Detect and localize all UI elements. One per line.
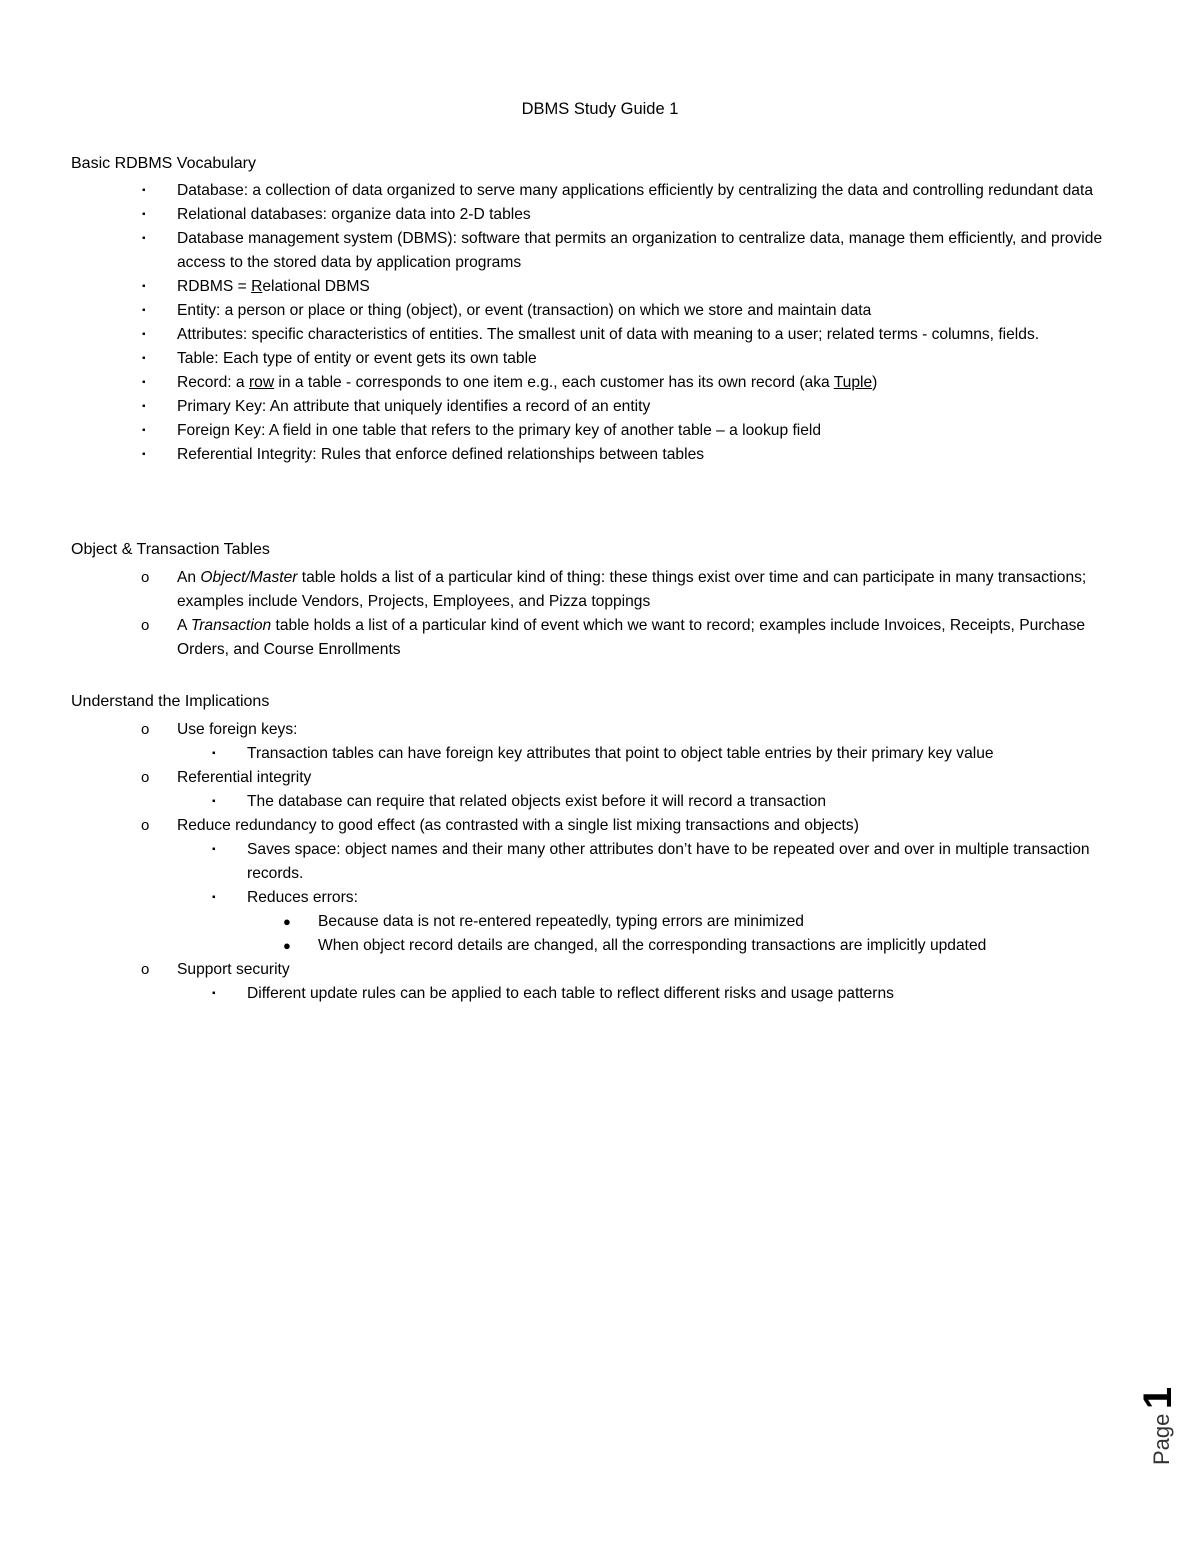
list-item: ▪ Reduces errors: (0, 886, 1200, 910)
square-marker: ▪ (212, 844, 216, 855)
list-item: ▪ Table: Each type of entity or event gets its own table (0, 347, 1200, 371)
bullet-marker: ▪ (142, 353, 146, 364)
list-item: o A Transaction table holds a list of a particular kind of event which we want to record; examples include Invoices, Receipts, Purchase Orders, and Course Enrollments (0, 614, 1200, 662)
list-item: ▪ Attributes: specific characteristics of entities. The smallest unit of data with meaning to a user; related terms - columns, fields. (0, 323, 1200, 347)
dot-marker: ● (283, 938, 291, 953)
list-item: o Use foreign keys: (0, 718, 1200, 742)
list-item: ▪ Entity: a person or place or thing (object), or event (transaction) on which we store and maintain data (0, 299, 1200, 323)
list-item: ▪ Foreign Key: A field in one table that refers to the primary key of another table – a lookup field (0, 419, 1200, 443)
list-item: ▪ The database can require that related objects exist before it will record a transaction (0, 790, 1200, 814)
list-item: ● When object record details are changed, all the corresponding transactions are implicitly updated (0, 934, 1200, 958)
list-item: ▪ Referential Integrity: Rules that enforce defined relationships between tables (0, 443, 1200, 467)
bullet-marker: ▪ (142, 185, 146, 196)
bullet-marker: ▪ (142, 209, 146, 220)
bullet-marker: ▪ (142, 377, 146, 388)
list-item: ▪ RDBMS = Relational DBMS (0, 275, 1200, 299)
square-marker: ▪ (212, 748, 216, 759)
list-item: ▪ Record: a row in a table - corresponds to one item e.g., each customer has its own record (aka Tuple) (0, 371, 1200, 395)
circle-marker: o (141, 769, 150, 786)
dot-marker: ● (283, 914, 291, 929)
list-item: ▪ Relational databases: organize data into 2-D tables (0, 203, 1200, 227)
bullet-marker: ▪ (142, 449, 146, 460)
square-marker: ▪ (212, 796, 216, 807)
list-item: o Referential integrity (0, 766, 1200, 790)
square-marker: ▪ (212, 892, 216, 903)
bullet-marker: ▪ (142, 329, 146, 340)
list-item: o Support security (0, 958, 1200, 982)
page-number-label (1118, 1385, 1198, 1465)
circle-marker: o (141, 961, 150, 978)
bullet-marker: ▪ (142, 233, 146, 244)
circle-marker: o (141, 721, 150, 738)
document-title: DBMS Study Guide 1 (521, 100, 679, 118)
list-item: ▪ Database: a collection of data organized to serve many applications efficiently by centralizing the data and controlling redundant data (0, 179, 1200, 203)
bullet-marker: ▪ (142, 425, 146, 436)
section-heading-vocabulary: Basic RDBMS Vocabulary (71, 155, 256, 172)
list-item: ▪ Different update rules can be applied to each table to reflect different risks and usage patterns (0, 982, 1200, 1006)
page-number: 1 (1136, 1386, 1180, 1410)
bullet-marker: ▪ (142, 281, 146, 292)
bullet-marker: ▪ (142, 305, 146, 316)
square-marker: ▪ (212, 988, 216, 999)
circle-marker: o (141, 617, 150, 634)
list-item: ● Because data is not re-entered repeatedly, typing errors are minimized (0, 910, 1200, 934)
circle-marker: o (141, 817, 150, 834)
list-item: ▪ Transaction tables can have foreign key attributes that point to object table entries by their primary key value (0, 742, 1200, 766)
vocabulary-list (0, 179, 1200, 467)
list-item: ▪ Saves space: object names and their many other attributes don’t have to be repeated over and over in multiple transaction records. (0, 838, 1200, 886)
tables-list (0, 566, 1200, 662)
section-heading-implications: Understand the Implications (71, 693, 270, 710)
list-item: ▪ Primary Key: An attribute that uniquely identifies a record of an entity (0, 395, 1200, 419)
list-item: ▪ Database management system (DBMS): software that permits an organization to centralize data, manage them efficiently, and provide access to the stored data by application programs (0, 227, 1200, 275)
list-item: o Reduce redundancy to good effect (as contrasted with a single list mixing transactions and objects) (0, 814, 1200, 838)
implications-list (0, 718, 1200, 1006)
page-word: Page (1149, 1413, 1174, 1465)
circle-marker: o (141, 569, 150, 586)
section-heading-tables: Object & Transaction Tables (71, 541, 270, 558)
bullet-marker: ▪ (142, 401, 146, 412)
list-item: o An Object/Master table holds a list of a particular kind of thing: these things exist over time and can participate in many transactions; examples include Vendors, Projects, Employees, and Pizza toppings (0, 566, 1200, 614)
